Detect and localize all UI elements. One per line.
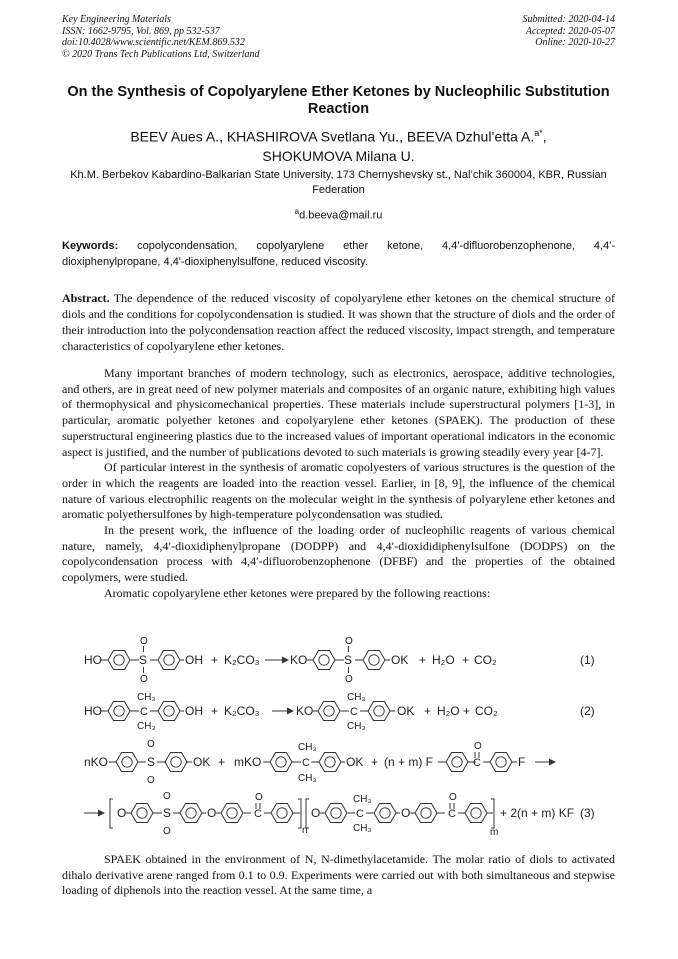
r3-plus1: + [218,755,226,769]
r1-number: (1) [580,653,595,667]
r2-ch3-top: CH₃ [137,692,156,703]
benzene-ring-icon [465,804,487,823]
keywords-label: Keywords: [62,240,119,252]
r3p-so-top: O [163,791,171,802]
r3-o-bot: O [147,775,155,786]
benzene-ring-icon [221,804,243,823]
r2-plus2: + [424,704,432,718]
r1-ko: KO [290,653,308,667]
benzene-ring-icon [374,804,396,823]
benzene-ring-icon [158,702,180,721]
r1-h2o: H₂O [432,653,455,667]
benzene-ring-icon [368,702,390,721]
copyright-line: © 2020 Trans Tech Publications Ltd, Switzerland [62,48,260,60]
benzene-ring-icon [325,804,347,823]
r2-number: (2) [580,704,595,718]
r1-plus2: + [419,653,427,667]
doi-link[interactable]: doi:10.4028/www.scientific.net/KEM.869.532 [62,37,245,48]
r2-h2o: H₂O [437,704,460,718]
benzene-ring-icon [131,804,153,823]
r2-ko: KO [296,704,314,718]
r2-co2: CO₂ [475,704,498,718]
r3p-so-bot: O [163,826,171,837]
r1b-o-top: O [345,636,353,647]
r1-k2co3: K₂CO₃ [224,653,260,667]
reaction-3-reactants [84,739,555,786]
paragraph-2: Of particular interest in the synthesis of aromatic copolyesters of various structures is the question of the order in which the reagents are loaded into the reaction vessel. Earlier, in [8, 9], the influence of the chemical nature of various electrophilic reagents on the molecular weight in the synthesis of polyarylene ether ketones and aromatic polyethersulfones by high-temperature polycondensation was studied. [62,460,615,522]
benzene-ring-icon [270,753,292,772]
authors-comma: , [542,128,547,145]
paragraph-3: In the present work, the influence of the loading order of nucleophilic reagents of various chemical nature, namely, 4,4′-dioxidiphenylpropane (DODPP) and 4,4′-dioxididiphenylsulfone (DODPS) on the copolycondensation process with 4,4′-difluorobenzophenone (DFBF) and the properties of the obtained copolymers, were studied. [62,523,615,585]
benzene-ring-icon [108,702,130,721]
benzene-ring-icon [363,651,385,670]
r2-c: C [140,706,148,718]
benzene-ring-icon [318,702,340,721]
benzene-ring-icon [271,804,293,823]
email-address[interactable]: d.beeva@mail.ru [299,209,383,222]
r3-ketone-c: C [473,757,481,769]
benzene-ring-icon [180,804,202,823]
submitted-date: Submitted: 2020-04-14 [522,14,615,25]
benzene-ring-icon [490,753,512,772]
benzene-ring-icon [415,804,437,823]
r3p-ko2: O [449,792,457,803]
reaction-2 [84,692,595,732]
journal-name: Key Engineering Materials [62,14,171,25]
r1-ho: HO [84,653,102,667]
paragraph-4: Aromatic copolyarylene ether ketones were prepared by the following reactions: [104,585,491,600]
online-date: Online: 2020-10-27 [535,37,615,48]
r1-o-top: O [140,636,148,647]
r3p-c: C [356,808,364,820]
r1-plus1: + [211,653,219,667]
r3p-ch3-bot: CH₃ [353,823,372,834]
r3-s: S [147,755,156,769]
abstract-label: Abstract. [62,291,110,305]
r3p-o4: O [401,806,411,820]
reaction-3-product [84,791,595,838]
paragraph-1: Many important branches of modern technology, such as electronics, aerospace, additive technologies, and others, are in great need of new polymer materials and composites of an organic nature, exhibiting high values of thermophysical and physicomechanical properties. These materials include superstructural polymers [1-3], in particular, aromatic polyether ketones and copolyarylene ether ketones (SPAEK). The production of these superstructural engineering plastics due to the increased values of important operational indicators in the economic aspect is justified, and the number of publications devoted to such materials is growing steadily every year [4-7]. [62,366,615,459]
benzene-ring-icon [158,651,180,670]
r3-mko: mKO [234,755,262,769]
r1b-s: S [344,653,353,667]
r3-nko: nKO [84,755,109,769]
r1-ok: OK [391,653,409,667]
r2-k2co3: K₂CO₃ [224,704,260,718]
r3-plus2: + [371,755,379,769]
r1b-o-bot: O [345,674,353,685]
benzene-ring-icon [313,651,335,670]
r3-ok2: OK [346,755,364,769]
r3p-o2: O [207,806,217,820]
r1-oh: OH [185,653,203,667]
email-mark: a [294,207,300,216]
r3p-n: n [302,825,308,836]
r1-s: S [139,653,148,667]
affiliation: Kh.M. Berbekov Kabardino-Balkarian State University, 173 Chernyshevsky st., Nal’chik 360004, KBR, Russian Federation [70,169,607,196]
r3-f: F [518,755,526,769]
r3-number: (3) [580,806,595,820]
r3-ch3-bot: CH₃ [298,773,317,784]
authors-line2: SHOKUMOVA Milana U. [262,147,415,164]
r3p-s: S [163,806,172,820]
r2-ho: HO [84,704,102,718]
r2b-c: C [350,706,358,718]
r2b-ch3-top: CH₃ [347,692,366,703]
benzene-ring-icon [116,753,138,772]
benzene-ring-icon [319,753,341,772]
keywords-text: copolycondensation, copolyarylene ether ketone, 4,4'-difluorobenzophenone, 4,4'-dioxiphenylpropane, 4,4'-dioxiphenylsulfone, reduced viscosity. [62,240,615,268]
benzene-ring-icon [165,753,187,772]
reaction-1 [84,636,595,685]
benzene-ring-icon [108,651,130,670]
r2-plus1: + [211,704,219,718]
r2b-ch3-bot: CH₃ [347,721,366,732]
r3p-kc2: C [448,808,456,820]
r3p-ko1: O [255,792,263,803]
paragraph-5: SPAEK obtained in the environment of N, N-dimethylacetamide. The molar ratio of diols to activated dihalo derivative arene ranged from 0.1 to 0.9. Experiments were carried out with both simultaneous and stepwise loading of diphenols into the reaction vessel. At the same time, a [62,852,615,898]
r3p-tail: + 2(n + m) KF [500,806,575,820]
paper-title: On the Synthesis of Copolyarylene Ether Ketones by Nucleophilic Substitution Reaction [67,84,610,117]
r3-ch3-top: CH₃ [298,742,317,753]
r3p-o3: O [311,806,321,820]
body-text-continued [62,852,615,899]
r2-ch3-bot: CH₃ [137,721,156,732]
r3-ketone-o: O [474,741,482,752]
r1-plus3: + [462,653,470,667]
r3p-m: m [490,827,499,838]
r3p-ch3-top: CH₃ [353,794,372,805]
issn-line: ISSN: 1662-9795, Vol. 869, pp 532-537 [62,25,220,37]
accepted-date: Accepted: 2020-05-07 [525,25,615,37]
r3-o-top: O [147,739,155,750]
authors-line1: BEEV Aues A., KHASHIROVA Svetlana Yu., BEEVA Dzhul’etta A. [130,128,535,145]
r2-oh: OH [185,704,203,718]
r1-co2: CO₂ [474,653,497,667]
r2-ok: OK [397,704,415,718]
r3-nm-f: (n + m) F [384,755,434,769]
abstract-text: The dependence of the reduced viscosity of copolyarylene ether ketones on the chemical structure of diols and the conditions for copolycondensation is studied. It was shown that the structure of diols and the order of their introduction into the polycondensation reaction affect the reduced viscosity, impact strength, and temperature characteristics of copolyarylene ether ketones. [62,291,615,353]
r3p-o1: O [117,806,127,820]
r1-o-bot: O [140,674,148,685]
r3-ok1: OK [193,755,211,769]
corresponding-mark: a* [534,128,543,138]
r2-plus3: + [463,704,471,718]
r3p-kc1: C [254,808,262,820]
benzene-ring-icon [446,753,468,772]
r3-c: C [302,757,310,769]
